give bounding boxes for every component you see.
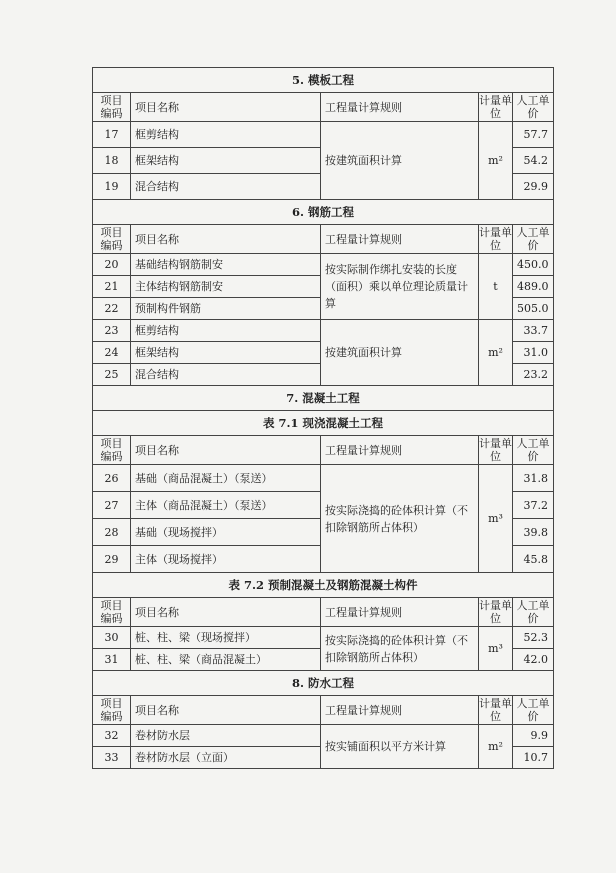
header-rule: 工程量计算规则 [321,225,479,254]
header-unit: 计量单位 [479,94,512,120]
header-rule: 工程量计算规则 [321,93,479,122]
header-name: 项目名称 [131,225,321,254]
header-rule: 工程量计算规则 [321,436,479,465]
section-title-7: 7. 混凝土工程 [93,386,554,411]
labor-price: 33.7 [513,320,554,342]
item-name: 基础（商品混凝土）（泵送） [131,465,321,492]
labor-price: 57.7 [513,122,554,148]
item-name: 主体结构钢筋制安 [131,276,321,298]
header-code: 项目编码 [93,93,131,122]
calc-rule: 按实铺面积以平方米计算 [321,725,479,769]
item-code: 17 [93,122,131,148]
header-row [93,225,554,254]
table-row [93,254,554,276]
subtable-title-7-2: 表 7.2 预制混凝土及钢筋混凝土构件 [93,573,554,598]
item-name: 预制构件钢筋 [131,298,321,320]
item-code: 26 [93,465,131,492]
header-rule: 工程量计算规则 [321,598,479,627]
section-title-6: 6. 钢筋工程 [93,200,554,225]
labor-price: 54.2 [513,148,554,174]
header-name: 项目名称 [131,93,321,122]
header-price: 人工单价 [513,93,554,122]
table-row [93,465,554,492]
section-title-5: 5. 模板工程 [93,68,554,93]
item-code: 21 [93,276,131,298]
unit: m² [479,320,513,386]
item-code: 33 [93,747,131,769]
labor-price: 52.3 [513,627,554,649]
calc-rule: 按建筑面积计算 [321,122,479,200]
labor-price: 45.8 [513,546,554,573]
item-name: 卷材防水层（立面） [131,747,321,769]
item-name: 卷材防水层 [131,725,321,747]
labor-price: 31.8 [513,465,554,492]
calc-rule: 按实际浇捣的砼体积计算（不扣除钢筋所占体积） [321,627,479,671]
unit: m² [479,725,513,769]
item-name: 基础（现场搅拌） [131,519,321,546]
table-row [93,122,554,148]
item-name: 桩、柱、梁（商品混凝土） [131,649,321,671]
item-name: 主体（现场搅拌） [131,546,321,573]
section-title-8: 8. 防水工程 [93,671,554,696]
item-code: 30 [93,627,131,649]
item-code: 25 [93,364,131,386]
item-code: 28 [93,519,131,546]
labor-price: 10.7 [513,747,554,769]
header-code: 项目编码 [93,598,131,627]
header-name: 项目名称 [131,598,321,627]
header-code: 项目编码 [93,696,131,725]
item-name: 基础结构钢筋制安 [131,254,321,276]
calc-rule: 按建筑面积计算 [321,320,479,386]
labor-price: 450.0 [513,254,554,276]
item-name: 框剪结构 [131,122,321,148]
item-code: 31 [93,649,131,671]
unit: m³ [479,627,513,671]
calc-rule: 按实际浇捣的砼体积计算（不扣除钢筋所占体积） [321,465,479,573]
table-row [93,627,554,649]
item-code: 23 [93,320,131,342]
labor-price: 505.0 [513,298,554,320]
header-code: 项目编码 [93,436,131,465]
item-name: 框架结构 [131,342,321,364]
header-rule: 工程量计算规则 [321,696,479,725]
item-code: 20 [93,254,131,276]
header-row [93,696,554,725]
subtable-title-7-1: 表 7.1 现浇混凝土工程 [93,411,554,436]
item-name: 桩、柱、梁（现场搅拌） [131,627,321,649]
labor-price: 39.8 [513,519,554,546]
labor-price: 9.9 [513,725,554,747]
price-table-page [92,67,553,769]
item-code: 22 [93,298,131,320]
calc-rule: 按实际制作绑扎安装的长度（面积）乘以单位理论质量计算 [321,254,479,320]
header-price: 人工单价 [513,225,554,254]
labor-price: 29.9 [513,174,554,200]
item-code: 27 [93,492,131,519]
header-unit: 计量单位 [479,697,512,723]
table-row [93,320,554,342]
item-name: 主体（商品混凝土）（泵送） [131,492,321,519]
item-name: 混合结构 [131,174,321,200]
header-price: 人工单价 [513,598,554,627]
header-unit: 计量单位 [479,226,512,252]
labor-price: 42.0 [513,649,554,671]
unit: t [479,254,513,320]
header-unit: 计量单位 [479,599,512,625]
item-name: 框架结构 [131,148,321,174]
item-code: 18 [93,148,131,174]
table-row [93,725,554,747]
header-row [93,598,554,627]
header-name: 项目名称 [131,436,321,465]
header-row [93,93,554,122]
header-row [93,436,554,465]
header-price: 人工单价 [513,436,554,465]
item-name: 框剪结构 [131,320,321,342]
item-code: 32 [93,725,131,747]
header-name: 项目名称 [131,696,321,725]
unit: m² [479,122,513,200]
labor-price-table [92,67,554,769]
labor-price: 37.2 [513,492,554,519]
unit: m³ [479,465,513,573]
header-code: 项目编码 [93,225,131,254]
header-price: 人工单价 [513,696,554,725]
item-name: 混合结构 [131,364,321,386]
labor-price: 489.0 [513,276,554,298]
labor-price: 31.0 [513,342,554,364]
labor-price: 23.2 [513,364,554,386]
header-unit: 计量单位 [479,437,512,463]
item-code: 19 [93,174,131,200]
item-code: 24 [93,342,131,364]
item-code: 29 [93,546,131,573]
